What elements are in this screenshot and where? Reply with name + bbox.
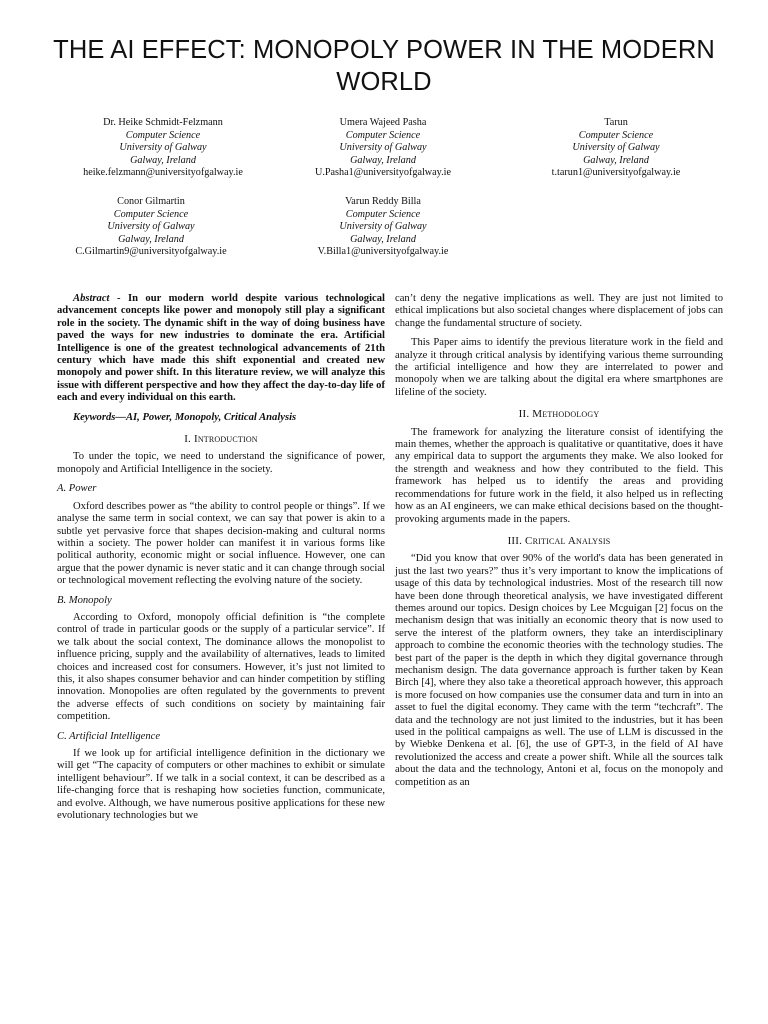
section-heading-methodology: II. Methodology — [518, 408, 600, 421]
author-dept: Computer Science — [125, 129, 201, 141]
monopoly-paragraph: According to Oxford, monopoly official definition is “the complete control of trade in particular goods or the supply of a particular service”. If we talk about the social context, The dominance allows the monopolist to influence pricing, supply and the availability of alternatives, leads to limited choices and increased cost for consumers. However, it’s just not limited to this, it also shapes consumer behavior and can hinder competition by stifling innovation. Monopolies are often regulated by the governments to prevent the adverse effects of such conditions on society by maintaining fair competition. — [57, 611, 385, 723]
author-block — [263, 117, 503, 180]
author-university: University of Galway — [339, 142, 427, 154]
author-email: C.Gilmartin9@universityofgalway.ie — [75, 246, 227, 258]
author-location: Galway, Ireland — [350, 154, 416, 166]
methodology-paragraph: The framework for analyzing the literature consist of identifying the main themes, whether the approach is qualitative or quantitative, does it have any empirical data to support the arguments they make. We also looked for the strength and weakness and how they contributed to the field. This framework has helped us to identify the areas and providing recommendations for future work in the field, it also helped us in reflecting how as an AI engineers, we can make ethical decisions based on the thought-provoking arguments made in the papers. — [395, 426, 723, 525]
author-email: t.tarun1@universityofgalway.ie — [551, 167, 681, 179]
author-location: Galway, Ireland — [130, 154, 196, 166]
keywords: Keywords—AI, Power, Monopoly, Critical Analysis — [73, 411, 297, 423]
subsection-heading-monopoly: B. Monopoly — [57, 594, 112, 606]
author-university: University of Galway — [119, 142, 207, 154]
author-email: U.Pasha1@universityofgalway.ie — [314, 167, 452, 179]
author-dept: Computer Science — [345, 129, 421, 141]
author-dept: Computer Science — [345, 208, 421, 220]
author-name: Varun Reddy Billa — [345, 196, 421, 207]
author-block — [496, 117, 736, 180]
critical-analysis-paragraph: “Did you know that over 90% of the world's data has been generated in just the last two years?” thus it’s very important to know the implications of usage of this data by technological industries. Most of the research till now have been done through theoretical analysis, we have investigated different themes around our topics. Design choices by Lee Mcguigan [2] focus on the mechanism design that was initially an economic theory that is now used to serve the interest of the platform owners, they take an interdisciplinary approach to combine the economic theories with the technology studies. The best part of the paper is the depth in which they digital governance through mechanism design. The data governance approach is further taken by Kean Birch [4], where they also take a theoretical approach however, this approach is more focused on how companies use the consumer data and turn in into an asset to fuel the digital economy. They came with the term “techcraft”. The data and the technology are not just limited to the industries, but it has been used in the political campaigns as well. The use of LLM is discussed in the by Wiebke Denkena et al. [6], the use of GPT-3, in the field of AI have revolutionized the access and create a power shift. While all the sources talk about the data and the technology, Antoni et al, focus on the monopoly and competition as an — [395, 553, 723, 788]
section-heading-critical-analysis: III. Critical Analysis — [507, 534, 611, 547]
intro-paragraph: To under the topic, we need to understand the significance of power, monopoly and Artificial Intelligence in the society. — [57, 451, 385, 475]
subsection-heading-power: A. Power — [57, 483, 97, 495]
ai-paragraph: If we look up for artificial intelligence definition in the dictionary we will get “The capacity of computers or other machines to exhibit or simulate intelligent behaviour”. If we talk in a social context, it can be described as a life-changing force that is reshaping how societies function, communicate, and evolve. Although, we have numerous positive applications for these new evolutionary technologies but we — [57, 748, 385, 822]
author-university: University of Galway — [572, 142, 660, 154]
power-paragraph: Oxford describes power as “the ability to control people or things”. If we analyse the same term in social context, we can say that power is akin to a subtle yet pervasive force that shapes decision-making and cultural norms within a society. The power holder can manifest it in various forms like political authority, economic might or social influence. However, one can argue that the power dynamic is never static and it can change through social or technological movement reflecting the evolving nature of the society. — [57, 500, 385, 587]
author-block — [43, 117, 283, 180]
left-column — [57, 293, 385, 829]
author-block — [263, 196, 503, 259]
author-location: Galway, Ireland — [350, 233, 416, 245]
abstract-text: - In our modern world despite various technological advancement concepts like power and monopoly still play a significant role in the society. The dynamic shift in the way of doing business have paved the ways for new industries to dominate the era. Artificial Intelligence is one of the greatest technological advancements of 21th century which have made this shift exponential and created new monopoly and power shift. In this literature review, we will analyze this issue with different perspective and how they affect the day-to-day life of each and every individual on this earth. — [57, 293, 385, 404]
right-column — [395, 293, 723, 796]
section-heading-introduction: I. Introduction — [184, 433, 258, 446]
author-email: V.Billa1@universityofgalway.ie — [317, 246, 449, 258]
author-block — [31, 196, 271, 259]
paper-title: THE AI EFFECT: MONOPOLY POWER IN THE MODERN WORLD — [53, 36, 715, 96]
abstract — [57, 293, 385, 405]
author-dept: Computer Science — [113, 208, 189, 220]
author-location: Galway, Ireland — [583, 154, 649, 166]
author-name: Umera Wajeed Pasha — [339, 117, 427, 128]
abstract-label: Abstract — [73, 293, 110, 304]
author-email: heike.felzmann@universityofgalway.ie — [83, 167, 243, 179]
author-name: Tarun — [604, 117, 628, 128]
aim-paragraph: This Paper aims to identify the previous literature work in the field and analyze it through critical analysis by identifying various theme surrounding the artificial intelligence and how they are interrelated to power and monopoly when we are talking about the digital era where smartphones are lifeline of the society. — [395, 337, 723, 398]
continued-paragraph: can’t deny the negative implications as well. They are just not limited to ethical implications but also societal changes where displacement of jobs can change the fundamental structure of society. — [395, 293, 723, 329]
subsection-heading-ai: C. Artificial Intelligence — [57, 730, 161, 742]
author-name: Conor Gilmartin — [117, 196, 185, 207]
author-name: Dr. Heike Schmidt-Felzmann — [103, 117, 223, 128]
author-dept: Computer Science — [578, 129, 654, 141]
author-location: Galway, Ireland — [118, 233, 184, 245]
author-university: University of Galway — [107, 221, 195, 233]
author-university: University of Galway — [339, 221, 427, 233]
